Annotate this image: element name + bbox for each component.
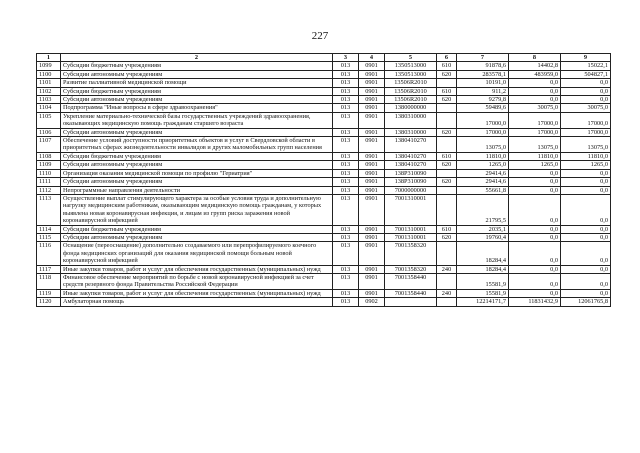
expense-type-code: 620 [437, 96, 457, 104]
row-number: 1106 [37, 128, 61, 136]
table-header-row [37, 54, 611, 62]
amount-col-9: 0,0 [561, 273, 611, 289]
table-row [37, 225, 611, 233]
target-article-code: 7001310001 [385, 225, 437, 233]
expense-type-code [437, 137, 457, 153]
target-article-code: 7001358320 [385, 242, 437, 265]
amount-col-7: 283578,1 [457, 70, 509, 78]
table-row [37, 62, 611, 70]
target-article-code: 7001310001 [385, 194, 437, 225]
amount-col-9: 0,0 [561, 289, 611, 297]
budget-table [36, 53, 611, 307]
table-row [37, 79, 611, 87]
target-article-code: 1350513000 [385, 70, 437, 78]
expense-type-code: 620 [437, 70, 457, 78]
amount-col-9: 0,0 [561, 265, 611, 273]
table-row [37, 178, 611, 186]
amount-col-7: 91878,6 [457, 62, 509, 70]
section-code: 0901 [359, 265, 385, 273]
column-header: 7 [457, 54, 509, 62]
expense-type-code: 610 [437, 62, 457, 70]
target-article-code: 7001358440 [385, 289, 437, 297]
table-row [37, 242, 611, 265]
row-number: 1112 [37, 186, 61, 194]
row-name: Организация оказания медицинской помощи по профилю "Гериатрия" [61, 169, 333, 177]
amount-col-7: 21795,5 [457, 194, 509, 225]
row-number: 1116 [37, 242, 61, 265]
column-header: 1 [37, 54, 61, 62]
table-row [37, 152, 611, 160]
amount-col-9: 12061765,8 [561, 298, 611, 306]
table-row [37, 273, 611, 289]
amount-col-7: 911,2 [457, 87, 509, 95]
row-name: Подпрограмма "Иные вопросы в сфере здравоохранения" [61, 104, 333, 112]
table-row [37, 87, 611, 95]
row-number: 1108 [37, 152, 61, 160]
amount-col-8: 17000,0 [509, 128, 561, 136]
ministry-code: 013 [333, 87, 359, 95]
column-header: 9 [561, 54, 611, 62]
expense-type-code [437, 242, 457, 265]
amount-col-9: 0,0 [561, 242, 611, 265]
target-article-code: 7000000000 [385, 186, 437, 194]
amount-col-9: 17000,0 [561, 112, 611, 128]
row-name: Амбулаторная помощь [61, 298, 333, 306]
target-article-code: 7001358440 [385, 273, 437, 289]
amount-col-7: 19760,4 [457, 233, 509, 241]
amount-col-8: 0,0 [509, 225, 561, 233]
row-name: Обеспечение условий доступности приоритетных объектов и услуг в Свердловской области в приоритетных сферах жизнедеятельности инвалидов и других маломобильных групп населения [61, 137, 333, 153]
target-article-code [385, 298, 437, 306]
row-name: Субсидии автономным учреждениям [61, 161, 333, 169]
amount-col-8: 0,0 [509, 265, 561, 273]
ministry-code: 013 [333, 161, 359, 169]
amount-col-8: 13075,0 [509, 137, 561, 153]
table-row [37, 186, 611, 194]
target-article-code: 1380410270 [385, 161, 437, 169]
row-name: Осуществление выплат стимулирующего характера за особые условия труда и дополнительную нагрузку медицинским работникам, оказывающим медицинскую помощь гражданам, у которых выявлена новая коронавирусная инфекция, и лицам из групп риска заражения новой коронавирусной инфекцией [61, 194, 333, 225]
ministry-code: 013 [333, 289, 359, 297]
amount-col-8: 483959,0 [509, 70, 561, 78]
ministry-code: 013 [333, 242, 359, 265]
table-row [37, 137, 611, 153]
amount-col-8: 1265,0 [509, 161, 561, 169]
amount-col-7: 29414,6 [457, 169, 509, 177]
row-number: 1113 [37, 194, 61, 225]
row-name: Иные закупки товаров, работ и услуг для обеспечения государственных (муниципальных) нужд [61, 265, 333, 273]
expense-type-code [437, 169, 457, 177]
ministry-code: 013 [333, 194, 359, 225]
amount-col-9: 0,0 [561, 169, 611, 177]
amount-col-7: 2035,1 [457, 225, 509, 233]
target-article-code: 1350513000 [385, 62, 437, 70]
row-name: Субсидии бюджетным учреждениям [61, 62, 333, 70]
expense-type-code: 610 [437, 152, 457, 160]
expense-type-code: 240 [437, 289, 457, 297]
row-name: Иные закупки товаров, работ и услуг для обеспечения государственных (муниципальных) нужд [61, 289, 333, 297]
amount-col-8: 0,0 [509, 87, 561, 95]
section-code: 0901 [359, 178, 385, 186]
ministry-code: 013 [333, 273, 359, 289]
ministry-code: 013 [333, 137, 359, 153]
row-number: 1111 [37, 178, 61, 186]
amount-col-8: 0,0 [509, 194, 561, 225]
amount-col-9: 13075,0 [561, 137, 611, 153]
row-number: 1109 [37, 161, 61, 169]
row-name: Непрограммные направления деятельности [61, 186, 333, 194]
ministry-code: 013 [333, 79, 359, 87]
row-name: Финансовое обеспечение мероприятий по борьбе с новой коронавирусной инфекцией за счет средств резервного фонда Правительства Российской Федерации [61, 273, 333, 289]
row-number: 1100 [37, 70, 61, 78]
section-code: 0901 [359, 96, 385, 104]
ministry-code: 013 [333, 70, 359, 78]
ministry-code: 013 [333, 265, 359, 273]
expense-type-code [437, 112, 457, 128]
row-name: Субсидии бюджетным учреждениям [61, 225, 333, 233]
expense-type-code: 240 [437, 265, 457, 273]
ministry-code: 013 [333, 104, 359, 112]
row-number: 1107 [37, 137, 61, 153]
amount-col-7: 10191,0 [457, 79, 509, 87]
expense-type-code [437, 79, 457, 87]
expense-type-code: 610 [437, 225, 457, 233]
row-name: Субсидии автономным учреждениям [61, 233, 333, 241]
ministry-code: 013 [333, 152, 359, 160]
amount-col-8: 14402,8 [509, 62, 561, 70]
amount-col-8: 11810,0 [509, 152, 561, 160]
ministry-code: 013 [333, 96, 359, 104]
column-header: 2 [61, 54, 333, 62]
amount-col-7: 12214171,7 [457, 298, 509, 306]
table-row [37, 289, 611, 297]
row-number: 1114 [37, 225, 61, 233]
table-row [37, 298, 611, 306]
target-article-code: 13506R2010 [385, 87, 437, 95]
section-code: 0901 [359, 242, 385, 265]
section-code: 0901 [359, 161, 385, 169]
amount-col-9: 17000,0 [561, 128, 611, 136]
row-number: 1119 [37, 289, 61, 297]
amount-col-8: 0,0 [509, 96, 561, 104]
row-number: 1120 [37, 298, 61, 306]
amount-col-7: 17000,0 [457, 128, 509, 136]
expense-type-code [437, 104, 457, 112]
expense-type-code [437, 273, 457, 289]
ministry-code: 013 [333, 62, 359, 70]
section-code: 0901 [359, 233, 385, 241]
section-code: 0901 [359, 112, 385, 128]
row-name: Оснащение (переоснащение) дополнительно создаваемого или перепрофилируемого коечного фонда медицинских организаций для оказания медицинской помощи больным новой коронавирусной инфекцией [61, 242, 333, 265]
amount-col-9: 30075,0 [561, 104, 611, 112]
amount-col-9: 0,0 [561, 225, 611, 233]
amount-col-8: 0,0 [509, 289, 561, 297]
row-name: Субсидии бюджетным учреждениям [61, 87, 333, 95]
row-name: Субсидии бюджетным учреждениям [61, 152, 333, 160]
table-row [37, 70, 611, 78]
row-number: 1110 [37, 169, 61, 177]
table-row [37, 96, 611, 104]
section-code: 0901 [359, 79, 385, 87]
section-code: 0901 [359, 87, 385, 95]
expense-type-code: 620 [437, 161, 457, 169]
target-article-code: 13506R2010 [385, 96, 437, 104]
amount-col-8: 0,0 [509, 242, 561, 265]
table-row [37, 194, 611, 225]
amount-col-9: 504827,1 [561, 70, 611, 78]
amount-col-8: 0,0 [509, 273, 561, 289]
amount-col-8: 0,0 [509, 79, 561, 87]
amount-col-9: 0,0 [561, 87, 611, 95]
target-article-code: 1380310000 [385, 112, 437, 128]
table-row [37, 265, 611, 273]
amount-col-8: 11831432,9 [509, 298, 561, 306]
amount-col-9: 1265,0 [561, 161, 611, 169]
amount-col-8: 0,0 [509, 169, 561, 177]
expense-type-code [437, 298, 457, 306]
amount-col-7: 59489,6 [457, 104, 509, 112]
row-name: Субсидии автономным учреждениям [61, 70, 333, 78]
amount-col-8: 30075,0 [509, 104, 561, 112]
expense-type-code: 620 [437, 128, 457, 136]
table-row [37, 161, 611, 169]
target-article-code: 138P310090 [385, 178, 437, 186]
amount-col-7: 18284,4 [457, 242, 509, 265]
amount-col-7: 18284,4 [457, 265, 509, 273]
amount-col-8: 0,0 [509, 186, 561, 194]
expense-type-code: 610 [437, 87, 457, 95]
table-row [37, 104, 611, 112]
amount-col-9: 0,0 [561, 233, 611, 241]
row-number: 1103 [37, 96, 61, 104]
column-header: 6 [437, 54, 457, 62]
row-number: 1118 [37, 273, 61, 289]
ministry-code: 013 [333, 298, 359, 306]
column-header: 8 [509, 54, 561, 62]
row-name: Субсидии автономным учреждениям [61, 96, 333, 104]
ministry-code: 013 [333, 169, 359, 177]
ministry-code: 013 [333, 186, 359, 194]
ministry-code: 013 [333, 112, 359, 128]
section-code: 0901 [359, 137, 385, 153]
section-code: 0901 [359, 186, 385, 194]
section-code: 0901 [359, 194, 385, 225]
amount-col-9: 0,0 [561, 186, 611, 194]
column-header: 5 [385, 54, 437, 62]
row-name: Укрепление материально-технической базы государственных учреждений здравоохранения, оказывающих медицинскую помощь гражданам старшего возраста [61, 112, 333, 128]
section-code: 0901 [359, 289, 385, 297]
expense-type-code [437, 186, 457, 194]
column-header: 3 [333, 54, 359, 62]
amount-col-7: 11810,0 [457, 152, 509, 160]
target-article-code: 1380410270 [385, 137, 437, 153]
row-number: 1099 [37, 62, 61, 70]
column-header: 4 [359, 54, 385, 62]
amount-col-9: 0,0 [561, 96, 611, 104]
target-article-code: 1380410270 [385, 152, 437, 160]
amount-col-7: 15581,9 [457, 289, 509, 297]
ministry-code: 013 [333, 128, 359, 136]
row-number: 1115 [37, 233, 61, 241]
table-row [37, 233, 611, 241]
section-code: 0901 [359, 273, 385, 289]
amount-col-8: 0,0 [509, 178, 561, 186]
row-name: Субсидии автономным учреждениям [61, 128, 333, 136]
row-number: 1101 [37, 79, 61, 87]
section-code: 0901 [359, 70, 385, 78]
section-code: 0901 [359, 225, 385, 233]
row-name: Развитие паллиативной медицинской помощи [61, 79, 333, 87]
row-number: 1105 [37, 112, 61, 128]
target-article-code: 1380000000 [385, 104, 437, 112]
section-code: 0902 [359, 298, 385, 306]
amount-col-9: 0,0 [561, 194, 611, 225]
amount-col-9: 15022,1 [561, 62, 611, 70]
expense-type-code: 620 [437, 178, 457, 186]
section-code: 0901 [359, 169, 385, 177]
target-article-code: 13506R2010 [385, 79, 437, 87]
row-name: Субсидии автономным учреждениям [61, 178, 333, 186]
amount-col-9: 0,0 [561, 79, 611, 87]
amount-col-8: 0,0 [509, 233, 561, 241]
ministry-code: 013 [333, 233, 359, 241]
section-code: 0901 [359, 104, 385, 112]
section-code: 0901 [359, 128, 385, 136]
target-article-code: 138P310090 [385, 169, 437, 177]
row-number: 1117 [37, 265, 61, 273]
amount-col-7: 13075,0 [457, 137, 509, 153]
section-code: 0901 [359, 152, 385, 160]
page-number: 227 [311, 30, 329, 42]
row-number: 1102 [37, 87, 61, 95]
amount-col-7: 17000,0 [457, 112, 509, 128]
amount-col-9: 0,0 [561, 178, 611, 186]
target-article-code: 7001310001 [385, 233, 437, 241]
table-row [37, 128, 611, 136]
ministry-code: 013 [333, 178, 359, 186]
amount-col-7: 29414,6 [457, 178, 509, 186]
expense-type-code: 620 [437, 233, 457, 241]
target-article-code: 1380310000 [385, 128, 437, 136]
amount-col-7: 55661,8 [457, 186, 509, 194]
section-code: 0901 [359, 62, 385, 70]
row-number: 1104 [37, 104, 61, 112]
table-row [37, 169, 611, 177]
table-row [37, 112, 611, 128]
ministry-code: 013 [333, 225, 359, 233]
expense-type-code [437, 194, 457, 225]
amount-col-7: 15581,9 [457, 273, 509, 289]
amount-col-7: 1265,0 [457, 161, 509, 169]
amount-col-7: 9279,8 [457, 96, 509, 104]
amount-col-8: 17000,0 [509, 112, 561, 128]
target-article-code: 7001358320 [385, 265, 437, 273]
amount-col-9: 11810,0 [561, 152, 611, 160]
